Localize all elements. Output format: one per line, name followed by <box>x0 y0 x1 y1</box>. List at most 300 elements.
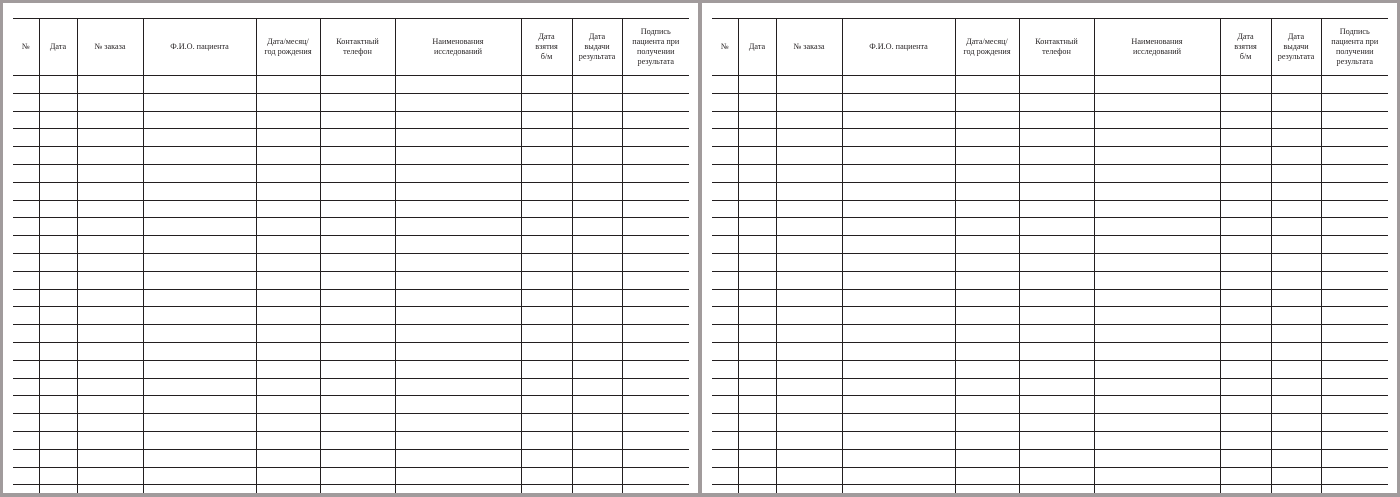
cell-date[interactable] <box>738 271 776 289</box>
cell-date[interactable] <box>39 253 77 271</box>
cell-name[interactable] <box>143 360 256 378</box>
cell-birth[interactable] <box>955 307 1019 325</box>
cell-tests[interactable] <box>395 164 521 182</box>
cell-num[interactable] <box>13 431 39 449</box>
cell-name[interactable] <box>842 200 955 218</box>
cell-order[interactable] <box>776 449 842 467</box>
cell-tests[interactable] <box>395 378 521 396</box>
cell-taken[interactable] <box>521 182 572 200</box>
cell-sign[interactable] <box>1321 93 1388 111</box>
cell-sign[interactable] <box>622 200 689 218</box>
cell-birth[interactable] <box>256 76 320 94</box>
cell-issued[interactable] <box>572 76 622 94</box>
cell-name[interactable] <box>842 360 955 378</box>
cell-name[interactable] <box>143 325 256 343</box>
cell-issued[interactable] <box>572 360 622 378</box>
cell-name[interactable] <box>842 271 955 289</box>
cell-birth[interactable] <box>955 76 1019 94</box>
cell-taken[interactable] <box>521 307 572 325</box>
cell-issued[interactable] <box>572 307 622 325</box>
cell-order[interactable] <box>776 360 842 378</box>
cell-phone[interactable] <box>1019 307 1094 325</box>
cell-num[interactable] <box>13 129 39 147</box>
cell-name[interactable] <box>143 396 256 414</box>
cell-tests[interactable] <box>1094 76 1220 94</box>
cell-name[interactable] <box>842 76 955 94</box>
cell-taken[interactable] <box>521 325 572 343</box>
cell-date[interactable] <box>738 147 776 165</box>
cell-tests[interactable] <box>395 236 521 254</box>
cell-issued[interactable] <box>1271 307 1321 325</box>
cell-name[interactable] <box>143 253 256 271</box>
cell-phone[interactable] <box>320 164 395 182</box>
cell-order[interactable] <box>77 342 143 360</box>
cell-name[interactable] <box>842 378 955 396</box>
cell-name[interactable] <box>842 182 955 200</box>
cell-birth[interactable] <box>256 111 320 129</box>
cell-sign[interactable] <box>1321 147 1388 165</box>
cell-issued[interactable] <box>1271 182 1321 200</box>
cell-num[interactable] <box>712 307 738 325</box>
cell-num[interactable] <box>712 485 738 493</box>
cell-issued[interactable] <box>572 200 622 218</box>
cell-birth[interactable] <box>256 164 320 182</box>
cell-name[interactable] <box>143 147 256 165</box>
cell-tests[interactable] <box>1094 182 1220 200</box>
cell-sign[interactable] <box>1321 342 1388 360</box>
cell-issued[interactable] <box>1271 467 1321 485</box>
cell-sign[interactable] <box>622 360 689 378</box>
cell-birth[interactable] <box>955 147 1019 165</box>
cell-name[interactable] <box>143 218 256 236</box>
cell-phone[interactable] <box>320 218 395 236</box>
cell-taken[interactable] <box>1220 271 1271 289</box>
cell-phone[interactable] <box>320 93 395 111</box>
cell-num[interactable] <box>13 289 39 307</box>
cell-name[interactable] <box>143 467 256 485</box>
cell-taken[interactable] <box>521 289 572 307</box>
cell-phone[interactable] <box>1019 378 1094 396</box>
cell-tests[interactable] <box>1094 360 1220 378</box>
cell-tests[interactable] <box>395 218 521 236</box>
cell-sign[interactable] <box>622 396 689 414</box>
cell-num[interactable] <box>712 236 738 254</box>
cell-order[interactable] <box>776 200 842 218</box>
cell-tests[interactable] <box>1094 253 1220 271</box>
cell-taken[interactable] <box>1220 164 1271 182</box>
cell-date[interactable] <box>738 431 776 449</box>
cell-name[interactable] <box>842 236 955 254</box>
cell-taken[interactable] <box>521 111 572 129</box>
cell-phone[interactable] <box>1019 111 1094 129</box>
cell-date[interactable] <box>39 449 77 467</box>
cell-issued[interactable] <box>572 147 622 165</box>
cell-name[interactable] <box>842 396 955 414</box>
cell-name[interactable] <box>143 271 256 289</box>
cell-birth[interactable] <box>256 253 320 271</box>
cell-issued[interactable] <box>572 378 622 396</box>
cell-num[interactable] <box>13 164 39 182</box>
cell-phone[interactable] <box>1019 289 1094 307</box>
cell-order[interactable] <box>776 485 842 493</box>
cell-sign[interactable] <box>1321 467 1388 485</box>
cell-phone[interactable] <box>320 129 395 147</box>
cell-phone[interactable] <box>320 360 395 378</box>
cell-sign[interactable] <box>1321 271 1388 289</box>
cell-date[interactable] <box>738 182 776 200</box>
cell-num[interactable] <box>13 485 39 493</box>
cell-sign[interactable] <box>622 93 689 111</box>
cell-phone[interactable] <box>1019 253 1094 271</box>
cell-tests[interactable] <box>1094 307 1220 325</box>
cell-sign[interactable] <box>1321 485 1388 493</box>
cell-phone[interactable] <box>320 325 395 343</box>
cell-sign[interactable] <box>622 218 689 236</box>
cell-birth[interactable] <box>955 342 1019 360</box>
cell-order[interactable] <box>77 378 143 396</box>
cell-date[interactable] <box>39 271 77 289</box>
cell-date[interactable] <box>39 289 77 307</box>
cell-date[interactable] <box>738 467 776 485</box>
cell-date[interactable] <box>738 218 776 236</box>
cell-order[interactable] <box>77 200 143 218</box>
cell-name[interactable] <box>842 307 955 325</box>
cell-sign[interactable] <box>1321 325 1388 343</box>
cell-order[interactable] <box>776 271 842 289</box>
cell-order[interactable] <box>77 164 143 182</box>
cell-num[interactable] <box>13 200 39 218</box>
cell-birth[interactable] <box>256 289 320 307</box>
cell-name[interactable] <box>143 342 256 360</box>
cell-num[interactable] <box>712 129 738 147</box>
cell-issued[interactable] <box>1271 236 1321 254</box>
cell-num[interactable] <box>712 325 738 343</box>
cell-taken[interactable] <box>1220 378 1271 396</box>
cell-issued[interactable] <box>1271 129 1321 147</box>
cell-birth[interactable] <box>256 129 320 147</box>
cell-tests[interactable] <box>395 93 521 111</box>
cell-taken[interactable] <box>521 396 572 414</box>
cell-phone[interactable] <box>1019 76 1094 94</box>
cell-birth[interactable] <box>256 271 320 289</box>
cell-phone[interactable] <box>1019 93 1094 111</box>
cell-sign[interactable] <box>1321 218 1388 236</box>
cell-phone[interactable] <box>320 431 395 449</box>
cell-name[interactable] <box>842 431 955 449</box>
cell-sign[interactable] <box>1321 182 1388 200</box>
cell-sign[interactable] <box>1321 111 1388 129</box>
cell-name[interactable] <box>143 164 256 182</box>
cell-name[interactable] <box>842 467 955 485</box>
cell-num[interactable] <box>13 253 39 271</box>
cell-issued[interactable] <box>1271 147 1321 165</box>
cell-num[interactable] <box>712 431 738 449</box>
cell-order[interactable] <box>776 289 842 307</box>
cell-num[interactable] <box>712 414 738 432</box>
cell-taken[interactable] <box>521 449 572 467</box>
cell-num[interactable] <box>712 253 738 271</box>
cell-taken[interactable] <box>1220 307 1271 325</box>
cell-order[interactable] <box>776 218 842 236</box>
cell-tests[interactable] <box>1094 396 1220 414</box>
cell-sign[interactable] <box>622 164 689 182</box>
cell-order[interactable] <box>776 396 842 414</box>
cell-date[interactable] <box>39 378 77 396</box>
cell-name[interactable] <box>842 449 955 467</box>
cell-birth[interactable] <box>955 111 1019 129</box>
cell-num[interactable] <box>712 218 738 236</box>
cell-date[interactable] <box>39 93 77 111</box>
cell-birth[interactable] <box>256 414 320 432</box>
cell-num[interactable] <box>712 147 738 165</box>
cell-birth[interactable] <box>955 449 1019 467</box>
cell-tests[interactable] <box>395 111 521 129</box>
cell-birth[interactable] <box>955 164 1019 182</box>
cell-issued[interactable] <box>572 342 622 360</box>
cell-name[interactable] <box>842 164 955 182</box>
cell-order[interactable] <box>77 129 143 147</box>
cell-birth[interactable] <box>955 360 1019 378</box>
cell-phone[interactable] <box>320 147 395 165</box>
cell-order[interactable] <box>776 467 842 485</box>
cell-issued[interactable] <box>1271 360 1321 378</box>
cell-sign[interactable] <box>622 378 689 396</box>
cell-taken[interactable] <box>1220 236 1271 254</box>
cell-tests[interactable] <box>1094 271 1220 289</box>
cell-phone[interactable] <box>320 378 395 396</box>
cell-birth[interactable] <box>256 467 320 485</box>
cell-issued[interactable] <box>1271 93 1321 111</box>
cell-birth[interactable] <box>256 360 320 378</box>
cell-taken[interactable] <box>1220 414 1271 432</box>
cell-num[interactable] <box>13 147 39 165</box>
cell-phone[interactable] <box>1019 360 1094 378</box>
cell-phone[interactable] <box>320 200 395 218</box>
cell-issued[interactable] <box>572 485 622 493</box>
cell-order[interactable] <box>776 253 842 271</box>
cell-order[interactable] <box>776 111 842 129</box>
cell-order[interactable] <box>77 414 143 432</box>
cell-date[interactable] <box>738 200 776 218</box>
cell-birth[interactable] <box>955 200 1019 218</box>
cell-name[interactable] <box>143 200 256 218</box>
cell-issued[interactable] <box>1271 218 1321 236</box>
cell-issued[interactable] <box>1271 76 1321 94</box>
cell-tests[interactable] <box>1094 147 1220 165</box>
cell-taken[interactable] <box>521 414 572 432</box>
cell-sign[interactable] <box>1321 76 1388 94</box>
cell-tests[interactable] <box>1094 449 1220 467</box>
cell-date[interactable] <box>39 111 77 129</box>
cell-issued[interactable] <box>1271 111 1321 129</box>
cell-date[interactable] <box>738 485 776 493</box>
cell-taken[interactable] <box>521 360 572 378</box>
cell-order[interactable] <box>776 414 842 432</box>
cell-taken[interactable] <box>1220 93 1271 111</box>
cell-num[interactable] <box>13 378 39 396</box>
cell-num[interactable] <box>13 396 39 414</box>
cell-date[interactable] <box>738 325 776 343</box>
cell-tests[interactable] <box>1094 289 1220 307</box>
cell-sign[interactable] <box>622 414 689 432</box>
cell-sign[interactable] <box>1321 396 1388 414</box>
cell-date[interactable] <box>39 307 77 325</box>
cell-birth[interactable] <box>955 93 1019 111</box>
cell-phone[interactable] <box>320 236 395 254</box>
cell-birth[interactable] <box>955 325 1019 343</box>
cell-name[interactable] <box>842 289 955 307</box>
cell-name[interactable] <box>143 307 256 325</box>
cell-taken[interactable] <box>521 200 572 218</box>
cell-order[interactable] <box>77 236 143 254</box>
cell-name[interactable] <box>143 449 256 467</box>
cell-order[interactable] <box>77 431 143 449</box>
cell-taken[interactable] <box>1220 449 1271 467</box>
cell-date[interactable] <box>39 467 77 485</box>
cell-sign[interactable] <box>622 147 689 165</box>
cell-taken[interactable] <box>521 271 572 289</box>
cell-birth[interactable] <box>955 414 1019 432</box>
cell-issued[interactable] <box>572 431 622 449</box>
cell-birth[interactable] <box>955 485 1019 493</box>
cell-tests[interactable] <box>1094 164 1220 182</box>
cell-birth[interactable] <box>955 129 1019 147</box>
cell-date[interactable] <box>39 76 77 94</box>
cell-issued[interactable] <box>1271 414 1321 432</box>
cell-taken[interactable] <box>1220 218 1271 236</box>
cell-phone[interactable] <box>1019 218 1094 236</box>
cell-sign[interactable] <box>622 307 689 325</box>
cell-order[interactable] <box>776 325 842 343</box>
cell-num[interactable] <box>13 271 39 289</box>
cell-date[interactable] <box>738 307 776 325</box>
cell-birth[interactable] <box>256 431 320 449</box>
cell-date[interactable] <box>39 485 77 493</box>
cell-phone[interactable] <box>320 396 395 414</box>
cell-name[interactable] <box>842 147 955 165</box>
cell-order[interactable] <box>77 218 143 236</box>
cell-sign[interactable] <box>622 253 689 271</box>
cell-order[interactable] <box>776 93 842 111</box>
cell-order[interactable] <box>776 129 842 147</box>
cell-order[interactable] <box>77 289 143 307</box>
cell-tests[interactable] <box>395 76 521 94</box>
cell-num[interactable] <box>712 360 738 378</box>
cell-name[interactable] <box>143 414 256 432</box>
cell-tests[interactable] <box>1094 467 1220 485</box>
cell-phone[interactable] <box>1019 414 1094 432</box>
cell-birth[interactable] <box>256 236 320 254</box>
cell-num[interactable] <box>712 378 738 396</box>
cell-sign[interactable] <box>622 467 689 485</box>
cell-order[interactable] <box>77 76 143 94</box>
cell-order[interactable] <box>77 360 143 378</box>
cell-order[interactable] <box>77 449 143 467</box>
cell-tests[interactable] <box>395 182 521 200</box>
cell-taken[interactable] <box>1220 485 1271 493</box>
cell-tests[interactable] <box>395 360 521 378</box>
cell-issued[interactable] <box>1271 485 1321 493</box>
cell-sign[interactable] <box>1321 164 1388 182</box>
cell-name[interactable] <box>842 218 955 236</box>
cell-tests[interactable] <box>395 449 521 467</box>
cell-date[interactable] <box>738 164 776 182</box>
cell-tests[interactable] <box>395 147 521 165</box>
cell-date[interactable] <box>39 147 77 165</box>
cell-issued[interactable] <box>1271 271 1321 289</box>
cell-birth[interactable] <box>256 307 320 325</box>
cell-birth[interactable] <box>955 182 1019 200</box>
cell-taken[interactable] <box>521 76 572 94</box>
cell-date[interactable] <box>738 360 776 378</box>
cell-phone[interactable] <box>1019 200 1094 218</box>
cell-sign[interactable] <box>1321 129 1388 147</box>
cell-tests[interactable] <box>395 129 521 147</box>
cell-tests[interactable] <box>1094 414 1220 432</box>
cell-taken[interactable] <box>1220 467 1271 485</box>
cell-birth[interactable] <box>955 289 1019 307</box>
cell-phone[interactable] <box>320 253 395 271</box>
cell-phone[interactable] <box>1019 271 1094 289</box>
cell-num[interactable] <box>13 414 39 432</box>
cell-birth[interactable] <box>955 467 1019 485</box>
cell-num[interactable] <box>712 342 738 360</box>
cell-issued[interactable] <box>1271 396 1321 414</box>
cell-issued[interactable] <box>572 396 622 414</box>
cell-tests[interactable] <box>395 396 521 414</box>
cell-tests[interactable] <box>395 431 521 449</box>
cell-num[interactable] <box>712 93 738 111</box>
cell-order[interactable] <box>776 431 842 449</box>
cell-phone[interactable] <box>320 182 395 200</box>
cell-num[interactable] <box>712 200 738 218</box>
cell-tests[interactable] <box>1094 111 1220 129</box>
cell-taken[interactable] <box>521 218 572 236</box>
cell-sign[interactable] <box>1321 253 1388 271</box>
cell-sign[interactable] <box>622 485 689 493</box>
cell-date[interactable] <box>39 218 77 236</box>
cell-phone[interactable] <box>1019 325 1094 343</box>
cell-tests[interactable] <box>395 289 521 307</box>
cell-issued[interactable] <box>1271 431 1321 449</box>
cell-order[interactable] <box>776 164 842 182</box>
cell-phone[interactable] <box>320 467 395 485</box>
cell-issued[interactable] <box>1271 342 1321 360</box>
cell-sign[interactable] <box>622 431 689 449</box>
cell-sign[interactable] <box>622 271 689 289</box>
cell-phone[interactable] <box>1019 236 1094 254</box>
cell-taken[interactable] <box>1220 129 1271 147</box>
cell-num[interactable] <box>712 396 738 414</box>
cell-sign[interactable] <box>622 342 689 360</box>
cell-taken[interactable] <box>1220 253 1271 271</box>
cell-date[interactable] <box>738 449 776 467</box>
cell-date[interactable] <box>738 76 776 94</box>
cell-tests[interactable] <box>1094 93 1220 111</box>
cell-taken[interactable] <box>521 253 572 271</box>
cell-birth[interactable] <box>256 485 320 493</box>
cell-birth[interactable] <box>256 147 320 165</box>
cell-num[interactable] <box>13 342 39 360</box>
cell-date[interactable] <box>738 342 776 360</box>
cell-taken[interactable] <box>521 431 572 449</box>
cell-issued[interactable] <box>572 289 622 307</box>
cell-issued[interactable] <box>1271 253 1321 271</box>
cell-sign[interactable] <box>1321 414 1388 432</box>
cell-name[interactable] <box>143 129 256 147</box>
cell-birth[interactable] <box>256 200 320 218</box>
cell-date[interactable] <box>738 129 776 147</box>
